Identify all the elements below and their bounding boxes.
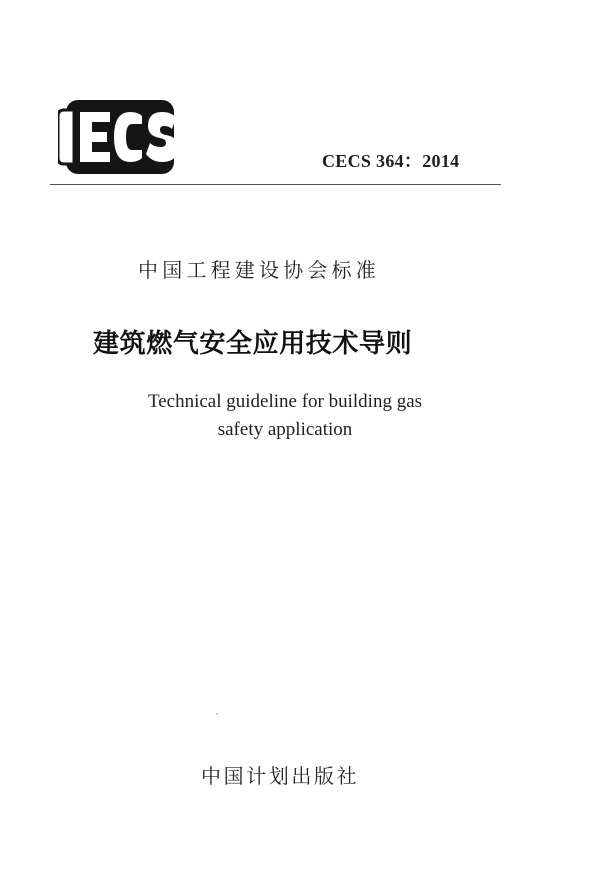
- ecs-logo-icon: [58, 100, 182, 174]
- organization-title: 中国工程建设协会标准: [138, 258, 380, 282]
- header-divider: [50, 184, 501, 185]
- document-title-english: [100, 388, 470, 444]
- document-title-english-line-1: Technical guideline for building gas: [147, 391, 423, 412]
- publisher-name: 中国计划出版社: [201, 764, 360, 788]
- document-title-english-line-2: safety application: [217, 419, 353, 440]
- document-title-chinese: 建筑燃气安全应用技术导则: [93, 329, 413, 359]
- standard-number: CECS 364：2014: [322, 151, 460, 171]
- scan-speck: [216, 713, 218, 715]
